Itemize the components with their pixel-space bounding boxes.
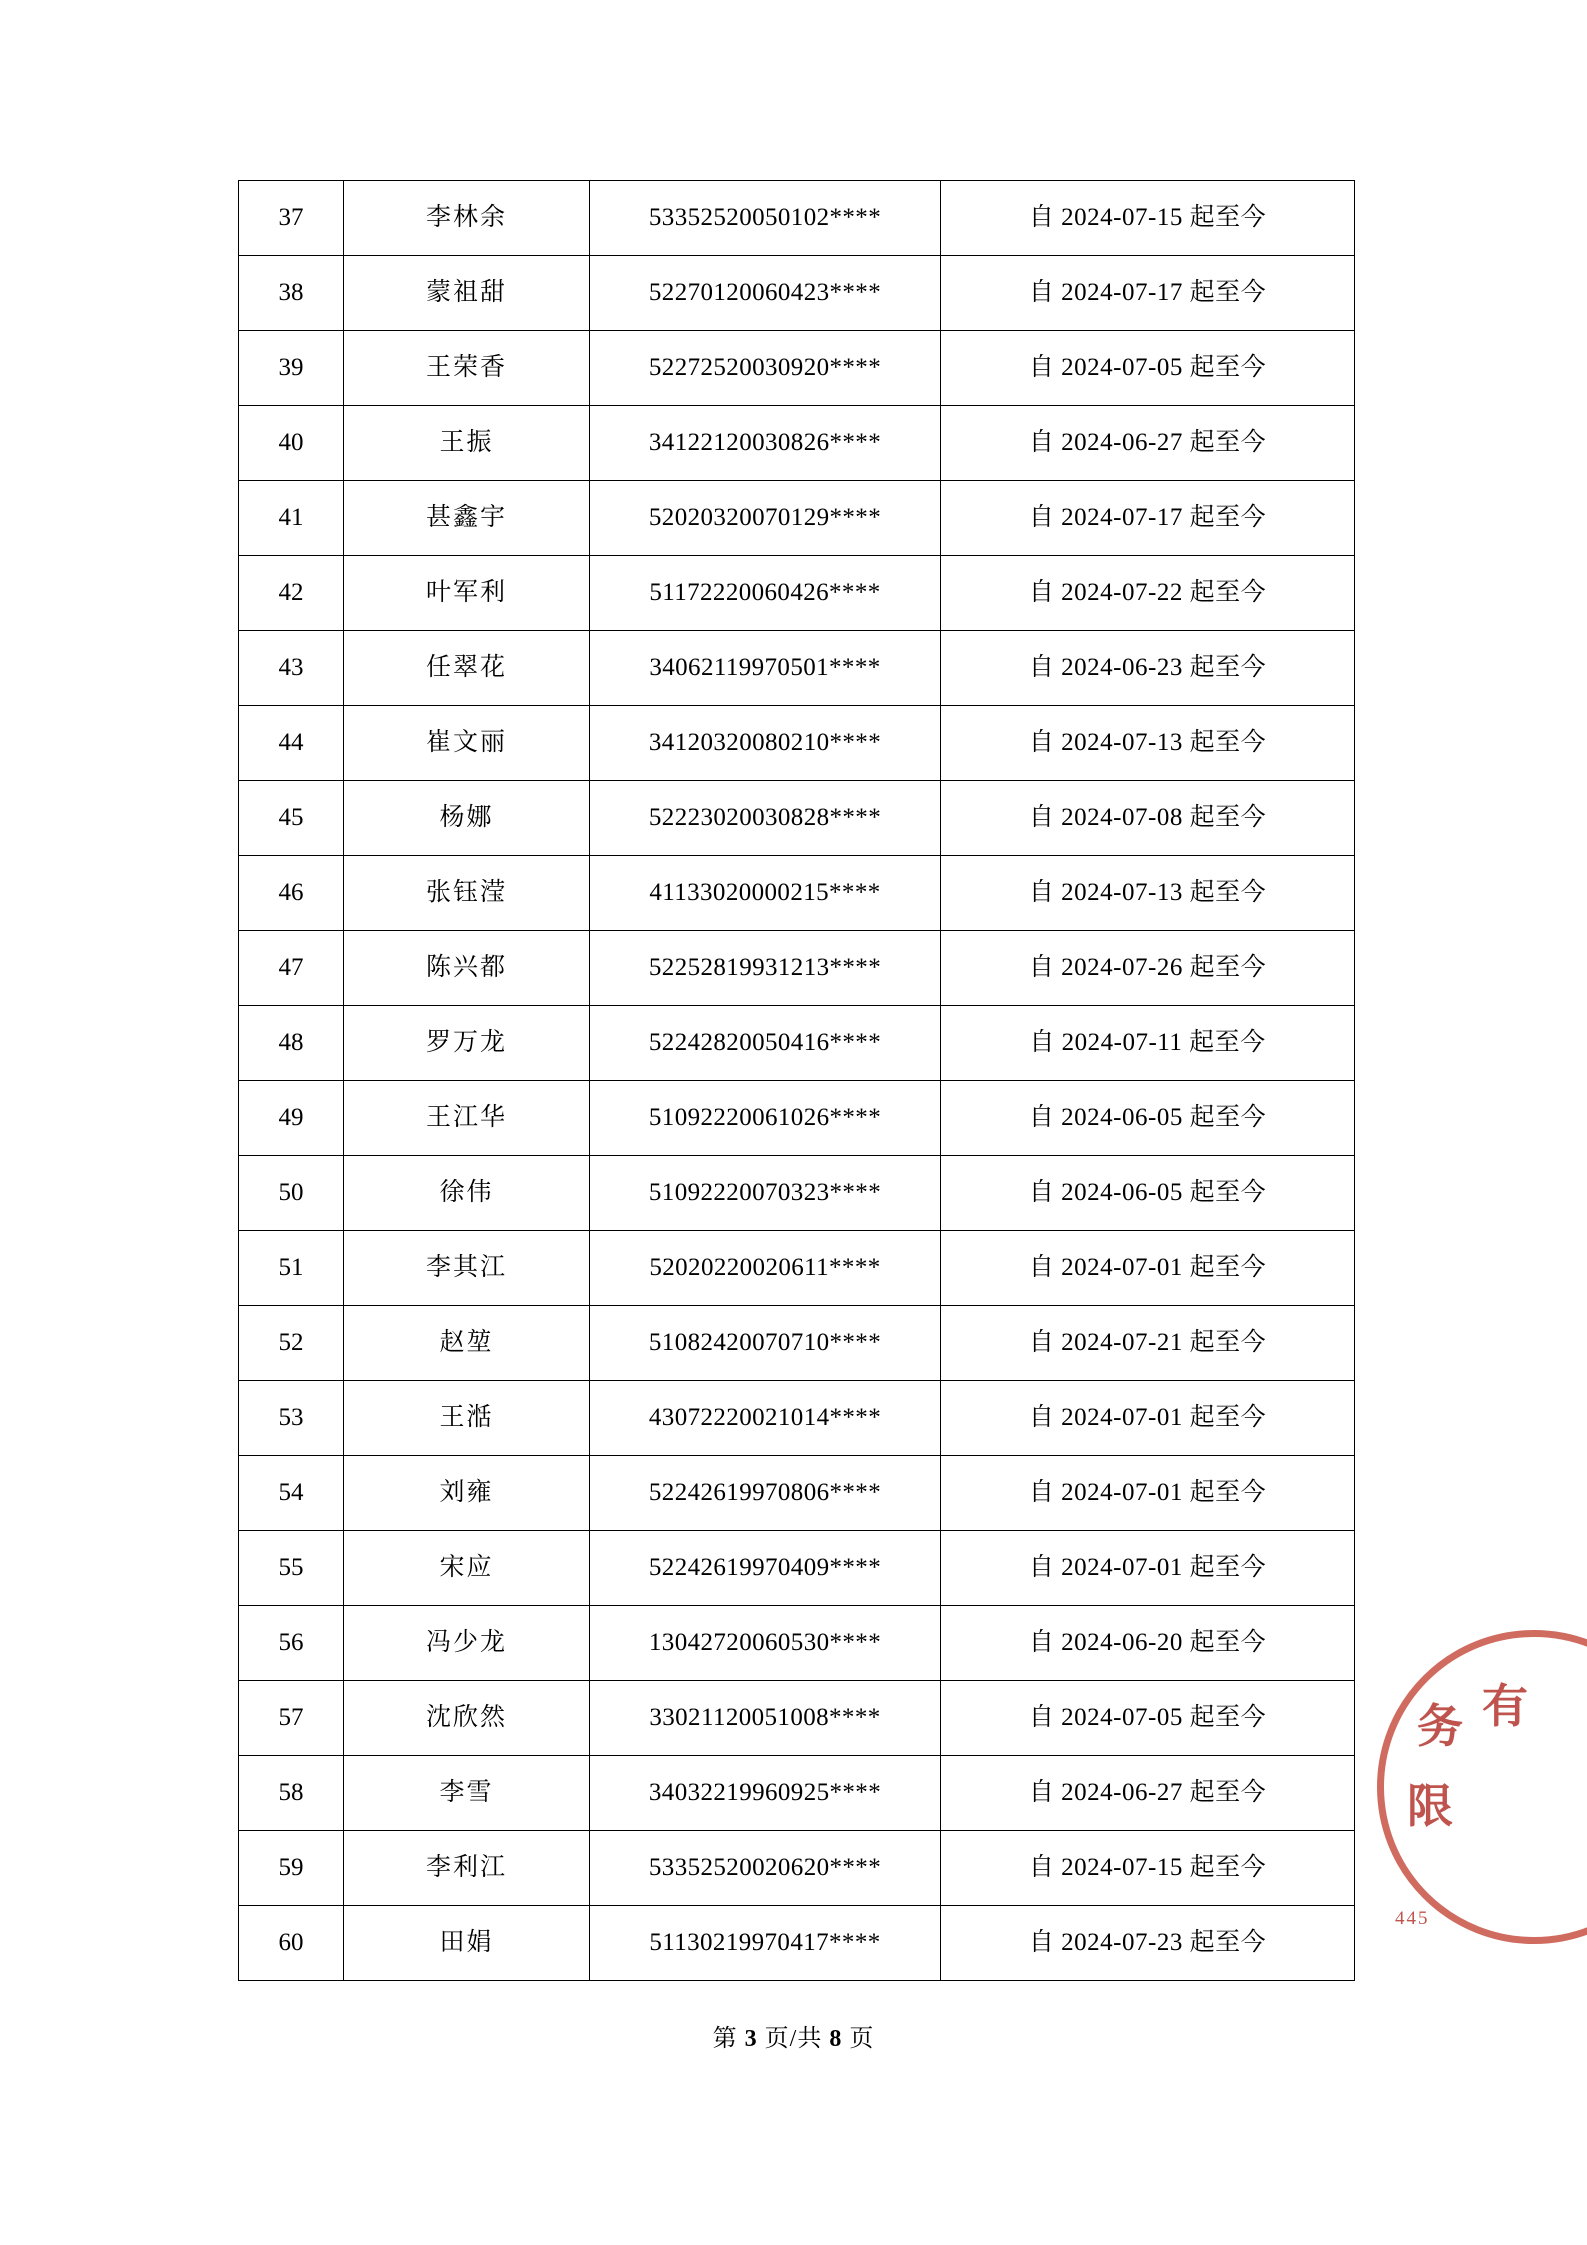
cell-id-number xyxy=(590,1456,941,1531)
cell-id-number xyxy=(590,1156,941,1231)
cell-index xyxy=(239,706,344,781)
cell-id-number-text: 43072220021014**** xyxy=(648,1404,882,1431)
cell-index xyxy=(239,1231,344,1306)
cell-index xyxy=(239,1531,344,1606)
cell-id-number xyxy=(590,1381,941,1456)
cell-name-text: 田娟 xyxy=(439,1929,494,1956)
cell-name-text: 冯少龙 xyxy=(425,1629,507,1656)
cell-name-text: 赵堃 xyxy=(439,1329,494,1356)
cell-name xyxy=(344,556,590,631)
cell-id-number-text: 52252819931213**** xyxy=(648,954,882,981)
table-row xyxy=(239,1156,1355,1231)
cell-index xyxy=(239,1381,344,1456)
cell-name-text: 李其江 xyxy=(425,1254,507,1281)
cell-period xyxy=(941,1831,1355,1906)
cell-id-number xyxy=(590,631,941,706)
cell-index-text: 47 xyxy=(278,954,304,981)
roster-table-body xyxy=(239,181,1355,1981)
cell-period-text: 自 2024-06-05 起至今 xyxy=(1028,1104,1267,1131)
table-row xyxy=(239,631,1355,706)
cell-period-text: 自 2024-07-11 起至今 xyxy=(1029,1029,1266,1056)
cell-index-text: 60 xyxy=(278,1929,304,1956)
cell-id-number xyxy=(590,1906,941,1981)
cell-name-text: 罗万龙 xyxy=(425,1029,507,1056)
cell-period-text: 自 2024-07-17 起至今 xyxy=(1028,279,1267,306)
cell-period-text: 自 2024-07-08 起至今 xyxy=(1028,804,1267,831)
table-row xyxy=(239,1456,1355,1531)
cell-index xyxy=(239,1081,344,1156)
cell-index xyxy=(239,856,344,931)
cell-name-text: 王湉 xyxy=(439,1404,494,1431)
cell-name xyxy=(344,1381,590,1456)
cell-id-number xyxy=(590,331,941,406)
cell-index-text: 48 xyxy=(278,1029,304,1056)
cell-name-text: 沈欣然 xyxy=(425,1704,507,1731)
cell-name xyxy=(344,781,590,856)
cell-index xyxy=(239,1306,344,1381)
cell-index-text: 53 xyxy=(278,1404,304,1431)
cell-index-text: 44 xyxy=(278,729,304,756)
cell-index xyxy=(239,556,344,631)
cell-id-number-text: 52270120060423**** xyxy=(648,279,882,306)
cell-period-text: 自 2024-07-05 起至今 xyxy=(1028,1704,1267,1731)
cell-index-text: 55 xyxy=(278,1554,304,1581)
cell-id-number-text: 51130219970417**** xyxy=(649,1929,881,1956)
cell-id-number xyxy=(590,781,941,856)
cell-index xyxy=(239,1831,344,1906)
cell-id-number xyxy=(590,1306,941,1381)
cell-name-text: 崔文丽 xyxy=(425,729,507,756)
table-row xyxy=(239,781,1355,856)
cell-name-text: 王荣香 xyxy=(425,354,507,381)
table-row xyxy=(239,406,1355,481)
cell-index xyxy=(239,1606,344,1681)
seal-glyph-2: 有 xyxy=(1482,1681,1528,1732)
seal-glyph-3: 限 xyxy=(1407,1781,1453,1832)
cell-name-text: 王振 xyxy=(439,429,494,456)
cell-id-number-text: 51092220061026**** xyxy=(648,1104,882,1131)
cell-id-number-text: 52242619970806**** xyxy=(648,1479,882,1506)
cell-id-number xyxy=(590,931,941,1006)
cell-name xyxy=(344,1306,590,1381)
cell-period xyxy=(941,481,1355,556)
cell-index-text: 52 xyxy=(278,1329,304,1356)
cell-index xyxy=(239,1681,344,1756)
cell-id-number xyxy=(590,1081,941,1156)
table-row xyxy=(239,1531,1355,1606)
cell-index-text: 56 xyxy=(278,1629,304,1656)
cell-name xyxy=(344,481,590,556)
cell-name-text: 蒙祖甜 xyxy=(425,279,507,306)
table-row xyxy=(239,706,1355,781)
cell-index xyxy=(239,481,344,556)
cell-index-text: 40 xyxy=(278,429,304,456)
cell-index-text: 54 xyxy=(278,1479,304,1506)
cell-name xyxy=(344,1531,590,1606)
cell-index-text: 42 xyxy=(278,579,304,606)
table-row xyxy=(239,1681,1355,1756)
cell-index xyxy=(239,1756,344,1831)
cell-name xyxy=(344,256,590,331)
cell-period xyxy=(941,406,1355,481)
cell-id-number-text: 53352520020620**** xyxy=(648,1854,882,1881)
cell-period xyxy=(941,331,1355,406)
cell-period-text: 自 2024-07-05 起至今 xyxy=(1028,354,1267,381)
cell-period xyxy=(941,1606,1355,1681)
cell-id-number xyxy=(590,856,941,931)
cell-name xyxy=(344,406,590,481)
cell-period xyxy=(941,256,1355,331)
cell-id-number-text: 34120320080210**** xyxy=(648,729,882,756)
cell-id-number-text: 34122120030826**** xyxy=(648,429,882,456)
cell-period-text: 自 2024-06-27 起至今 xyxy=(1028,1779,1267,1806)
cell-name xyxy=(344,331,590,406)
table-row xyxy=(239,481,1355,556)
cell-index-text: 57 xyxy=(278,1704,304,1731)
cell-period xyxy=(941,1381,1355,1456)
cell-index xyxy=(239,406,344,481)
table-row xyxy=(239,256,1355,331)
cell-id-number-text: 51092220070323**** xyxy=(648,1179,882,1206)
cell-index xyxy=(239,1156,344,1231)
cell-id-number-text: 52272520030920**** xyxy=(648,354,882,381)
footer-total-pages: 8 xyxy=(829,2026,843,2052)
cell-name-text: 李雪 xyxy=(439,1779,494,1806)
cell-period xyxy=(941,1756,1355,1831)
footer-middle: 页/共 xyxy=(764,2026,823,2052)
cell-id-number-text: 52242619970409**** xyxy=(648,1554,882,1581)
cell-id-number xyxy=(590,406,941,481)
cell-name-text: 宋应 xyxy=(439,1554,494,1581)
cell-id-number-text: 52223020030828**** xyxy=(648,804,882,831)
cell-index-text: 46 xyxy=(278,879,304,906)
cell-period xyxy=(941,1456,1355,1531)
table-row xyxy=(239,556,1355,631)
cell-id-number xyxy=(590,1231,941,1306)
cell-index-text: 58 xyxy=(278,1779,304,1806)
cell-name xyxy=(344,1156,590,1231)
cell-period-text: 自 2024-07-13 起至今 xyxy=(1028,879,1267,906)
cell-period-text: 自 2024-06-20 起至今 xyxy=(1028,1629,1267,1656)
cell-period xyxy=(941,1156,1355,1231)
cell-period xyxy=(941,1906,1355,1981)
cell-period-text: 自 2024-07-21 起至今 xyxy=(1028,1329,1267,1356)
cell-name-text: 陈兴都 xyxy=(425,954,507,981)
cell-period-text: 自 2024-07-01 起至今 xyxy=(1028,1554,1267,1581)
cell-id-number-text: 51082420070710**** xyxy=(648,1329,882,1356)
cell-index-text: 39 xyxy=(278,354,304,381)
cell-period xyxy=(941,181,1355,256)
red-seal-stamp xyxy=(1377,1630,1587,1960)
cell-name-text: 李林余 xyxy=(425,204,507,231)
table-row xyxy=(239,1006,1355,1081)
cell-period-text: 自 2024-07-01 起至今 xyxy=(1028,1404,1267,1431)
cell-period-text: 自 2024-07-15 起至今 xyxy=(1028,1854,1267,1881)
cell-period xyxy=(941,1231,1355,1306)
cell-name xyxy=(344,1456,590,1531)
cell-name-text: 徐伟 xyxy=(439,1179,494,1206)
cell-period-text: 自 2024-07-01 起至今 xyxy=(1028,1254,1267,1281)
cell-name-text: 杨娜 xyxy=(439,804,494,831)
page-footer xyxy=(0,2018,1587,2053)
cell-id-number-text: 52020220020611**** xyxy=(649,1254,881,1281)
cell-id-number-text: 33021120051008**** xyxy=(649,1704,881,1731)
cell-period xyxy=(941,1531,1355,1606)
table-row xyxy=(239,331,1355,406)
cell-name xyxy=(344,856,590,931)
seal-glyph-1: 务 xyxy=(1417,1701,1463,1752)
cell-index xyxy=(239,931,344,1006)
cell-id-number xyxy=(590,1756,941,1831)
cell-name-text: 任翠花 xyxy=(425,654,507,681)
roster-table xyxy=(238,180,1355,1981)
cell-index xyxy=(239,331,344,406)
cell-name xyxy=(344,1081,590,1156)
cell-id-number xyxy=(590,1831,941,1906)
cell-id-number-text: 52242820050416**** xyxy=(648,1029,882,1056)
cell-index-text: 50 xyxy=(278,1179,304,1206)
cell-index-text: 49 xyxy=(278,1104,304,1131)
table-row xyxy=(239,181,1355,256)
table-row xyxy=(239,1906,1355,1981)
cell-name xyxy=(344,1681,590,1756)
cell-name xyxy=(344,1606,590,1681)
table-row xyxy=(239,1381,1355,1456)
cell-period-text: 自 2024-07-01 起至今 xyxy=(1028,1479,1267,1506)
cell-id-number xyxy=(590,1531,941,1606)
seal-fragment-number: 445 xyxy=(1395,1908,1430,1929)
cell-period-text: 自 2024-06-23 起至今 xyxy=(1028,654,1267,681)
cell-index-text: 59 xyxy=(278,1854,304,1881)
cell-index-text: 38 xyxy=(278,279,304,306)
cell-period-text: 自 2024-07-13 起至今 xyxy=(1028,729,1267,756)
cell-name xyxy=(344,181,590,256)
footer-suffix: 页 xyxy=(849,2026,875,2052)
cell-id-number-text: 52020320070129**** xyxy=(648,504,882,531)
cell-name-text: 李利江 xyxy=(425,1854,507,1881)
cell-id-number xyxy=(590,556,941,631)
cell-index xyxy=(239,256,344,331)
cell-period xyxy=(941,856,1355,931)
cell-name xyxy=(344,1231,590,1306)
cell-index xyxy=(239,1006,344,1081)
table-row xyxy=(239,1306,1355,1381)
cell-period-text: 自 2024-07-15 起至今 xyxy=(1028,204,1267,231)
seal-ring xyxy=(1377,1630,1587,1944)
cell-name xyxy=(344,1831,590,1906)
cell-name xyxy=(344,1906,590,1981)
cell-name-text: 张钰滢 xyxy=(425,879,507,906)
cell-period xyxy=(941,706,1355,781)
cell-name xyxy=(344,1756,590,1831)
cell-index-text: 41 xyxy=(278,504,304,531)
cell-id-number xyxy=(590,256,941,331)
cell-id-number-text: 34062119970501**** xyxy=(649,654,881,681)
cell-index-text: 43 xyxy=(278,654,304,681)
cell-id-number xyxy=(590,706,941,781)
cell-name-text: 王江华 xyxy=(425,1104,507,1131)
footer-page-number: 3 xyxy=(744,2026,758,2052)
cell-period xyxy=(941,1006,1355,1081)
table-row xyxy=(239,1831,1355,1906)
cell-id-number xyxy=(590,181,941,256)
table-row xyxy=(239,1231,1355,1306)
table-row xyxy=(239,1081,1355,1156)
table-row xyxy=(239,1756,1355,1831)
cell-index xyxy=(239,1456,344,1531)
cell-period xyxy=(941,1306,1355,1381)
cell-name-text: 刘雍 xyxy=(439,1479,494,1506)
cell-index-text: 51 xyxy=(278,1254,304,1281)
cell-id-number xyxy=(590,1006,941,1081)
cell-name-text: 甚鑫宇 xyxy=(425,504,507,531)
cell-period xyxy=(941,931,1355,1006)
cell-id-number-text: 53352520050102**** xyxy=(648,204,882,231)
cell-period-text: 自 2024-06-27 起至今 xyxy=(1028,429,1267,456)
cell-index-text: 37 xyxy=(278,204,304,231)
cell-period-text: 自 2024-07-17 起至今 xyxy=(1028,504,1267,531)
cell-name-text: 叶军利 xyxy=(425,579,507,606)
footer-prefix: 第 xyxy=(712,2026,738,2052)
roster-table-container xyxy=(238,180,1350,1981)
cell-period-text: 自 2024-07-23 起至今 xyxy=(1028,1929,1267,1956)
cell-name xyxy=(344,631,590,706)
cell-period xyxy=(941,631,1355,706)
cell-id-number-text: 34032219960925**** xyxy=(648,1779,882,1806)
cell-period xyxy=(941,1081,1355,1156)
cell-id-number xyxy=(590,481,941,556)
cell-period-text: 自 2024-06-05 起至今 xyxy=(1028,1179,1267,1206)
cell-id-number xyxy=(590,1606,941,1681)
cell-index xyxy=(239,631,344,706)
table-row xyxy=(239,931,1355,1006)
table-row xyxy=(239,856,1355,931)
cell-id-number-text: 51172220060426**** xyxy=(649,579,881,606)
table-row xyxy=(239,1606,1355,1681)
cell-period xyxy=(941,781,1355,856)
cell-index xyxy=(239,1906,344,1981)
cell-index xyxy=(239,181,344,256)
cell-period-text: 自 2024-07-22 起至今 xyxy=(1028,579,1267,606)
cell-period xyxy=(941,1681,1355,1756)
cell-period-text: 自 2024-07-26 起至今 xyxy=(1028,954,1267,981)
cell-name xyxy=(344,1006,590,1081)
cell-name xyxy=(344,706,590,781)
cell-id-number-text: 13042720060530**** xyxy=(648,1629,882,1656)
cell-index-text: 45 xyxy=(278,804,304,831)
cell-name xyxy=(344,931,590,1006)
cell-period xyxy=(941,556,1355,631)
cell-index xyxy=(239,781,344,856)
cell-id-number xyxy=(590,1681,941,1756)
cell-id-number-text: 41133020000215**** xyxy=(649,879,881,906)
